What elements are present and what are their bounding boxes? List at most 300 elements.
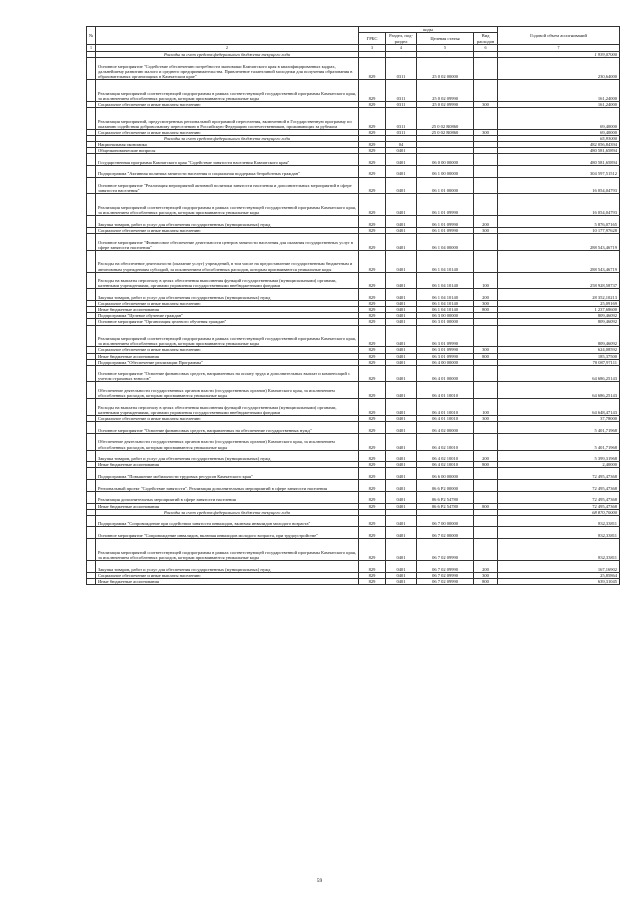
cell-grbs: 829 bbox=[359, 503, 386, 509]
cell-vid bbox=[474, 382, 498, 399]
col-num: 2 bbox=[96, 44, 359, 51]
cell-no bbox=[87, 177, 96, 194]
cell-vid: 300 bbox=[474, 101, 498, 107]
cell-sum: 69,40000 bbox=[498, 107, 620, 129]
cell-statya: 06 1 04 00000 bbox=[417, 233, 474, 250]
col-num: 7 bbox=[498, 44, 620, 51]
cell-grbs: 829 bbox=[359, 468, 386, 480]
cell-vid bbox=[474, 154, 498, 166]
cell-no bbox=[87, 578, 96, 584]
cell-statya: 06 7 02 09990 bbox=[417, 578, 474, 584]
cell-razdel: 0401 bbox=[386, 539, 417, 561]
cell-vid bbox=[474, 177, 498, 194]
header-no: № bbox=[87, 27, 96, 45]
cell-name: Реализация мероприятий соответствующей подпрограммы в рамках соответствующей государственной программы Камчатского края, за исключением обособленных расходов, которым присваиваются уникальные коды bbox=[96, 325, 359, 347]
cell-name: Обеспечение деятельности государственных органов власти (государственных органов) Камчатского края, за исключением обособленных расходов, которым присваиваются уникальные коды bbox=[96, 382, 359, 399]
cell-grbs: 829 bbox=[359, 359, 386, 365]
cell-razdel: 0401 bbox=[386, 515, 417, 527]
table-row bbox=[87, 450, 620, 462]
cell-vid bbox=[474, 433, 498, 450]
cell-no bbox=[87, 79, 96, 101]
cell-no bbox=[87, 468, 96, 480]
cell-name: Социальное обеспечение и иные выплаты населению bbox=[96, 301, 359, 307]
cell-name: Основное мероприятие "Содействие обеспечению потребности экономики Камчатского края в квалифицированных кадрах, дальнейшему развитию малого и среднего предпринимательства. Привлечение талантливой молодежи для получения образования в образовательных организациях в Камчатском крае" bbox=[96, 57, 359, 79]
table-row bbox=[87, 79, 620, 101]
cell-no bbox=[87, 272, 96, 289]
cell-no bbox=[87, 165, 96, 177]
cell-grbs: 829 bbox=[359, 416, 386, 422]
col-num: 1 bbox=[87, 44, 96, 51]
table-row bbox=[87, 165, 620, 177]
cell-razdel: 0311 bbox=[386, 57, 417, 79]
cell-name: Иные бюджетные ассигнования bbox=[96, 462, 359, 468]
cell-sum: 185,37500 bbox=[498, 353, 620, 359]
table-row bbox=[87, 107, 620, 129]
cell-razdel: 0401 bbox=[386, 227, 417, 233]
cell-grbs: 829 bbox=[359, 272, 386, 289]
cell-sum: 10 177,97628 bbox=[498, 227, 620, 233]
cell-no bbox=[87, 560, 96, 572]
cell-grbs: 829 bbox=[359, 319, 386, 325]
table-row bbox=[87, 365, 620, 382]
cell-name: Основное мероприятие "Реализация мероприятий активной политики занятости населения и дополнительных мероприятий в сфере занятости населения" bbox=[96, 177, 359, 194]
cell-vid bbox=[474, 325, 498, 347]
cell-statya: 06 4 00 00000 bbox=[417, 359, 474, 365]
table-row bbox=[87, 325, 620, 347]
cell-razdel: 0401 bbox=[386, 216, 417, 228]
cell-grbs: 829 bbox=[359, 129, 386, 135]
cell-vid bbox=[474, 79, 498, 101]
cell-vid: 300 bbox=[474, 572, 498, 578]
cell-statya: 06 6 P2 54780 bbox=[417, 503, 474, 509]
cell-vid: 800 bbox=[474, 353, 498, 359]
cell-sum: 72 495,47368 bbox=[498, 480, 620, 492]
cell-grbs: 829 bbox=[359, 325, 386, 347]
cell-sum: 161,24000 bbox=[498, 101, 620, 107]
cell-grbs: 829 bbox=[359, 233, 386, 250]
cell-no bbox=[87, 194, 96, 216]
cell-razdel: 0311 bbox=[386, 107, 417, 129]
cell-name: Реализация мероприятий, предусмотренных региональной программой переселения, включенной в Государственную программу по оказанию содействия добровольному переселению в Российскую Федерацию соотечественников, проживающих за рубежом bbox=[96, 107, 359, 129]
cell-vid: 200 bbox=[474, 289, 498, 301]
cell-name: Реализация мероприятий соответствующей подпрограммы в рамках соответствующей государственной программы Камчатского края, за исключением обособленных расходов, которым присваиваются уникальные коды bbox=[96, 79, 359, 101]
cell-sum: 69,40000 bbox=[498, 129, 620, 135]
cell-razdel: 0401 bbox=[386, 416, 417, 422]
cell-vid: 300 bbox=[474, 129, 498, 135]
col-num: 3 bbox=[359, 44, 386, 51]
cell-name: Расходы за счет средств федерального бюджета текущего года bbox=[96, 509, 359, 515]
cell-sum: 304 597,51512 bbox=[498, 165, 620, 177]
cell-grbs: 829 bbox=[359, 422, 386, 434]
cell-no bbox=[87, 289, 96, 301]
cell-sum: 161,24000 bbox=[498, 79, 620, 101]
table-row bbox=[87, 491, 620, 503]
cell-name: Подпрограмма "Сопровождение при содействии занятости инвалидов, включая инвалидов молодого возраста" bbox=[96, 515, 359, 527]
cell-vid bbox=[474, 527, 498, 539]
table-row bbox=[87, 560, 620, 572]
table-row bbox=[87, 250, 620, 272]
cell-sum: 72 495,47368 bbox=[498, 503, 620, 509]
table-row bbox=[87, 480, 620, 492]
cell-name: Общеэкономические вопросы bbox=[96, 148, 359, 154]
cell-razdel: 0401 bbox=[386, 250, 417, 272]
header-codes: коды bbox=[359, 27, 498, 33]
cell-no bbox=[87, 325, 96, 347]
cell-statya: 06 7 02 09990 bbox=[417, 539, 474, 561]
cell-sum: 832,33811 bbox=[498, 515, 620, 527]
cell-grbs: 829 bbox=[359, 491, 386, 503]
cell-name: Социальное обеспечение и иные выплаты населению bbox=[96, 572, 359, 578]
cell-sum: 288 543,46719 bbox=[498, 250, 620, 272]
cell-razdel: 0401 bbox=[386, 194, 417, 216]
cell-name: Социальное обеспечение и иные выплаты населению bbox=[96, 416, 359, 422]
cell-name: Расходы на обеспечение деятельности (оказание услуг) учреждений, в том числе на предоставление государственным бюджетным и автономным учреждениям субсидий, за исключением обособленных расходов, которым присваиваются уникальные коды bbox=[96, 250, 359, 272]
cell-no bbox=[87, 233, 96, 250]
cell-sum: 480 581,65894 bbox=[498, 154, 620, 166]
cell-razdel: 0401 bbox=[386, 480, 417, 492]
cell-vid: 800 bbox=[474, 307, 498, 313]
cell-sum: 832,33811 bbox=[498, 527, 620, 539]
cell-grbs: 829 bbox=[359, 177, 386, 194]
cell-statya: 06 4 01 10010 bbox=[417, 399, 474, 416]
cell-statya: 06 1 04 10140 bbox=[417, 289, 474, 301]
cell-no bbox=[87, 433, 96, 450]
table-row bbox=[87, 154, 620, 166]
cell-grbs: 829 bbox=[359, 141, 386, 147]
table-row bbox=[87, 57, 620, 79]
budget-table bbox=[86, 26, 620, 585]
cell-name: Иные бюджетные ассигнования bbox=[96, 307, 359, 313]
cell-statya: 06 4 01 10010 bbox=[417, 416, 474, 422]
table-row bbox=[87, 233, 620, 250]
cell-sum: 25,09169 bbox=[498, 301, 620, 307]
cell-no bbox=[87, 422, 96, 434]
cell-name: Закупка товаров, работ и услуг для обеспечения государственных (муниципальных) нужд bbox=[96, 289, 359, 301]
cell-grbs: 829 bbox=[359, 515, 386, 527]
cell-sum: 65,93000 bbox=[498, 135, 620, 141]
table-row bbox=[87, 433, 620, 450]
cell-vid: 200 bbox=[474, 560, 498, 572]
cell-name: Обеспечение деятельности государственных органов власти (государственных органов) Камчатского края, за исключением обособленных расходов, которым присваиваются уникальные коды bbox=[96, 433, 359, 450]
cell-no bbox=[87, 527, 96, 539]
cell-name: Подпрограмма "Повышение мобильности трудовых ресурсов Камчатского края" bbox=[96, 468, 359, 480]
cell-razdel: 0401 bbox=[386, 433, 417, 450]
cell-vid bbox=[474, 107, 498, 129]
cell-vid: 300 bbox=[474, 347, 498, 353]
cell-no bbox=[87, 57, 96, 79]
header-name bbox=[96, 27, 359, 45]
cell-sum: 64 686,25143 bbox=[498, 365, 620, 382]
cell-grbs: 829 bbox=[359, 462, 386, 468]
cell-sum: 288 543,46719 bbox=[498, 233, 620, 250]
table-row bbox=[87, 399, 620, 416]
cell-razdel: 0401 bbox=[386, 307, 417, 313]
cell-grbs: 829 bbox=[359, 382, 386, 399]
cell-razdel: 0311 bbox=[386, 79, 417, 101]
cell-grbs: 829 bbox=[359, 347, 386, 353]
cell-sum: 5 401,71968 bbox=[498, 433, 620, 450]
cell-statya: 06 6 P2 00000 bbox=[417, 480, 474, 492]
cell-razdel: 0401 bbox=[386, 289, 417, 301]
cell-statya: 06 1 00 00000 bbox=[417, 165, 474, 177]
cell-sum: 2,40000 bbox=[498, 462, 620, 468]
cell-grbs: 829 bbox=[359, 194, 386, 216]
cell-sum: 809,46092 bbox=[498, 325, 620, 347]
cell-sum: 1 237,68600 bbox=[498, 307, 620, 313]
cell-vid bbox=[474, 515, 498, 527]
cell-statya: 06 3 01 00000 bbox=[417, 319, 474, 325]
cell-grbs: 829 bbox=[359, 399, 386, 416]
cell-statya: 06 6 00 00000 bbox=[417, 468, 474, 480]
cell-no bbox=[87, 491, 96, 503]
cell-statya: 06 4 01 10010 bbox=[417, 382, 474, 399]
cell-name: Подпрограмма "Активная политика занятости населения и социальная поддержка безработных граждан" bbox=[96, 165, 359, 177]
cell-razdel: 0401 bbox=[386, 165, 417, 177]
cell-razdel: 0401 bbox=[386, 450, 417, 462]
table-header bbox=[87, 27, 620, 52]
header-total: Годовой объем ассигнований bbox=[498, 27, 620, 45]
cell-name: Закупка товаров, работ и услуг для обеспечения государственных (муниципальных) нужд bbox=[96, 450, 359, 462]
cell-grbs: 829 bbox=[359, 216, 386, 228]
cell-razdel: 0401 bbox=[386, 359, 417, 365]
cell-sum: 624,08592 bbox=[498, 347, 620, 353]
cell-vid: 200 bbox=[474, 216, 498, 228]
table-row bbox=[87, 382, 620, 399]
cell-vid bbox=[474, 233, 498, 250]
cell-razdel: 0401 bbox=[386, 560, 417, 572]
cell-grbs: 829 bbox=[359, 148, 386, 154]
cell-statya: 06 7 02 09990 bbox=[417, 572, 474, 578]
cell-no bbox=[87, 216, 96, 228]
cell-razdel: 0401 bbox=[386, 578, 417, 584]
cell-statya: 06 3 01 09990 bbox=[417, 353, 474, 359]
cell-statya: 06 1 04 10140 bbox=[417, 307, 474, 313]
page-number: 59 bbox=[316, 878, 323, 884]
cell-statya: 06 4 02 10010 bbox=[417, 450, 474, 462]
cell-statya: 06 7 02 09990 bbox=[417, 560, 474, 572]
cell-razdel: 0401 bbox=[386, 313, 417, 319]
cell-sum: 72 495,47368 bbox=[498, 491, 620, 503]
cell-statya: 06 1 04 10140 bbox=[417, 272, 474, 289]
cell-grbs: 829 bbox=[359, 101, 386, 107]
cell-statya: 25 0 02 00000 bbox=[417, 57, 474, 79]
cell-statya: 25 0 02 R0860 bbox=[417, 129, 474, 135]
table-row bbox=[87, 422, 620, 434]
cell-razdel: 0401 bbox=[386, 353, 417, 359]
table-body bbox=[87, 51, 620, 584]
cell-sum: 5 401,71968 bbox=[498, 422, 620, 434]
col-num: 5 bbox=[417, 44, 474, 51]
cell-sum: 68 870,70000 bbox=[498, 509, 620, 515]
cell-grbs: 829 bbox=[359, 578, 386, 584]
cell-statya: 06 4 02 10010 bbox=[417, 462, 474, 468]
cell-name: Иные бюджетные ассигнования bbox=[96, 353, 359, 359]
cell-no bbox=[87, 515, 96, 527]
cell-vid: 800 bbox=[474, 578, 498, 584]
cell-razdel: 0401 bbox=[386, 491, 417, 503]
cell-vid bbox=[474, 250, 498, 272]
cell-sum: 258 928,58737 bbox=[498, 272, 620, 289]
cell-grbs: 829 bbox=[359, 79, 386, 101]
budget-page bbox=[86, 26, 619, 585]
cell-no bbox=[87, 539, 96, 561]
cell-grbs: 829 bbox=[359, 433, 386, 450]
header-grbs: ГРБС bbox=[359, 33, 386, 45]
header-vid: Вид расходов bbox=[474, 33, 498, 45]
cell-sum: 70 087,97111 bbox=[498, 359, 620, 365]
cell-statya: 06 3 01 09990 bbox=[417, 325, 474, 347]
table-row bbox=[87, 539, 620, 561]
table-row bbox=[87, 578, 620, 584]
cell-sum: 167,16902 bbox=[498, 560, 620, 572]
cell-statya: 06 3 01 09990 bbox=[417, 347, 474, 353]
cell-vid: 800 bbox=[474, 503, 498, 509]
cell-grbs: 829 bbox=[359, 353, 386, 359]
cell-grbs: 829 bbox=[359, 539, 386, 561]
table-row bbox=[87, 527, 620, 539]
cell-sum: 5 876,07165 bbox=[498, 216, 620, 228]
cell-grbs: 829 bbox=[359, 250, 386, 272]
cell-razdel: 0401 bbox=[386, 422, 417, 434]
cell-no bbox=[87, 250, 96, 272]
cell-name: Основное мероприятие "Организация целевого обучения граждан" bbox=[96, 319, 359, 325]
cell-razdel: 0401 bbox=[386, 233, 417, 250]
cell-name: Основное мероприятие "Финансовое обеспечение деятельности центров занятости населения для оказания государственных услуг в сфере занятости населения" bbox=[96, 233, 359, 250]
cell-vid: 800 bbox=[474, 462, 498, 468]
cell-name: Расходы за счет средств федерального бюджета текущего года bbox=[96, 51, 359, 57]
cell-grbs: 829 bbox=[359, 450, 386, 462]
col-num: 6 bbox=[474, 44, 498, 51]
cell-grbs: 829 bbox=[359, 313, 386, 319]
cell-sum: 230,64000 bbox=[498, 57, 620, 79]
cell-vid bbox=[474, 165, 498, 177]
cell-statya: 06 6 P2 54780 bbox=[417, 491, 474, 503]
cell-name: Реализация мероприятий соответствующей подпрограммы в рамках соответствующей государственной программы Камчатского края, за исключением обособленных расходов, которым присваиваются уникальные коды bbox=[96, 539, 359, 561]
cell-sum: 64 686,25143 bbox=[498, 382, 620, 399]
cell-statya: 06 1 01 00000 bbox=[417, 177, 474, 194]
cell-statya: 06 4 02 10010 bbox=[417, 433, 474, 450]
cell-sum: 482 056,84394 bbox=[498, 141, 620, 147]
cell-name: Основное мероприятие "Освоение финансовых средств, направленных на оплату труда и дополнительных выплат и компенсаций с учетом страховых взносов" bbox=[96, 365, 359, 382]
cell-grbs: 829 bbox=[359, 572, 386, 578]
cell-razdel: 0401 bbox=[386, 177, 417, 194]
cell-razdel: 0401 bbox=[386, 325, 417, 347]
cell-name: Социальное обеспечение и иные выплаты населению bbox=[96, 101, 359, 107]
cell-razdel: 0401 bbox=[386, 347, 417, 353]
cell-sum: 480 581,65894 bbox=[498, 148, 620, 154]
cell-vid bbox=[474, 365, 498, 382]
cell-statya: 25 0 02 R0860 bbox=[417, 107, 474, 129]
cell-razdel: 0311 bbox=[386, 129, 417, 135]
cell-razdel: 0401 bbox=[386, 148, 417, 154]
cell-sum: 5 399,31968 bbox=[498, 450, 620, 462]
cell-statya: 06 4 01 00000 bbox=[417, 365, 474, 382]
cell-statya: 06 1 01 09990 bbox=[417, 194, 474, 216]
cell-razdel: 0401 bbox=[386, 301, 417, 307]
cell-name: Расходы за счет средств федерального бюджета текущего года bbox=[96, 135, 359, 141]
cell-no bbox=[87, 399, 96, 416]
cell-sum: 809,46092 bbox=[498, 319, 620, 325]
table-row bbox=[87, 289, 620, 301]
cell-razdel: 04 bbox=[386, 141, 417, 147]
cell-name: Социальное обеспечение и иные выплаты населению bbox=[96, 347, 359, 353]
cell-razdel: 0401 bbox=[386, 365, 417, 382]
cell-sum: 1 939,07000 bbox=[498, 51, 620, 57]
cell-razdel: 0401 bbox=[386, 527, 417, 539]
cell-no bbox=[87, 154, 96, 166]
cell-vid bbox=[474, 491, 498, 503]
cell-sum: 64 648,47143 bbox=[498, 399, 620, 416]
header-statya: Целевая статья bbox=[417, 33, 474, 45]
cell-razdel: 0401 bbox=[386, 462, 417, 468]
cell-vid: 300 bbox=[474, 301, 498, 307]
cell-grbs: 829 bbox=[359, 165, 386, 177]
cell-statya: 06 3 00 00000 bbox=[417, 313, 474, 319]
cell-grbs: 829 bbox=[359, 289, 386, 301]
cell-statya: 06 1 04 10140 bbox=[417, 301, 474, 307]
cell-grbs: 829 bbox=[359, 57, 386, 79]
cell-no bbox=[87, 107, 96, 129]
cell-name: Подпрограмма "Целевое обучение граждан" bbox=[96, 313, 359, 319]
cell-name: Социальное обеспечение и иные выплаты населению bbox=[96, 227, 359, 233]
cell-name: Основное мероприятие "Освоение финансовых средств, направленных на обеспечение государственных нужд" bbox=[96, 422, 359, 434]
cell-name: Расходы на выплаты персоналу в целях обеспечения выполнения функций государственными (муниципальными) органами, казенными учреждениями, органами управления государственными внебюджетными фондами bbox=[96, 272, 359, 289]
cell-razdel: 0311 bbox=[386, 101, 417, 107]
cell-no bbox=[87, 450, 96, 462]
header-razdel: Раздел, под-раздел bbox=[386, 33, 417, 45]
cell-statya: 06 7 02 00000 bbox=[417, 527, 474, 539]
col-num: 4 bbox=[386, 44, 417, 51]
cell-statya: 25 0 02 09990 bbox=[417, 79, 474, 101]
cell-statya: 25 0 02 09990 bbox=[417, 101, 474, 107]
cell-name: Основное мероприятие "Сопровождение инвалидов, включая инвалидов молодого возраста, при трудоустройстве" bbox=[96, 527, 359, 539]
table-row bbox=[87, 468, 620, 480]
cell-name: Иные бюджетные ассигнования bbox=[96, 578, 359, 584]
cell-vid bbox=[474, 57, 498, 79]
cell-sum: 832,33811 bbox=[498, 539, 620, 561]
cell-no bbox=[87, 480, 96, 492]
cell-name: Иные бюджетные ассигнования bbox=[96, 503, 359, 509]
cell-statya: 06 1 01 09990 bbox=[417, 227, 474, 233]
cell-vid: 100 bbox=[474, 399, 498, 416]
cell-sum: 16 054,04793 bbox=[498, 194, 620, 216]
cell-name: Подпрограмма "Обеспечение реализации Программы" bbox=[96, 359, 359, 365]
cell-grbs: 829 bbox=[359, 365, 386, 382]
cell-razdel: 0401 bbox=[386, 399, 417, 416]
cell-razdel: 0401 bbox=[386, 468, 417, 480]
cell-sum: 28 352,10213 bbox=[498, 289, 620, 301]
cell-vid: 300 bbox=[474, 227, 498, 233]
cell-grbs: 829 bbox=[359, 527, 386, 539]
cell-vid bbox=[474, 539, 498, 561]
cell-name: Реализация дополнительных мероприятий в сфере занятости населения bbox=[96, 491, 359, 503]
cell-statya: 06 1 01 09990 bbox=[417, 216, 474, 228]
cell-sum: 639,31045 bbox=[498, 578, 620, 584]
cell-vid: 100 bbox=[474, 272, 498, 289]
table-row bbox=[87, 194, 620, 216]
cell-no bbox=[87, 365, 96, 382]
cell-name: Социальное обеспечение и иные выплаты населению bbox=[96, 129, 359, 135]
cell-vid bbox=[474, 194, 498, 216]
cell-sum: 25,85864 bbox=[498, 572, 620, 578]
cell-razdel: 0401 bbox=[386, 503, 417, 509]
cell-vid: 300 bbox=[474, 416, 498, 422]
cell-name: Региональный проект "Содействие занятости". Реализация дополнительных мероприятий в сфере занятости населения bbox=[96, 480, 359, 492]
cell-name: Закупка товаров, работ и услуг для обеспечения государственных (муниципальных) нужд bbox=[96, 560, 359, 572]
cell-no bbox=[87, 382, 96, 399]
cell-razdel: 0401 bbox=[386, 572, 417, 578]
cell-vid: 200 bbox=[474, 450, 498, 462]
